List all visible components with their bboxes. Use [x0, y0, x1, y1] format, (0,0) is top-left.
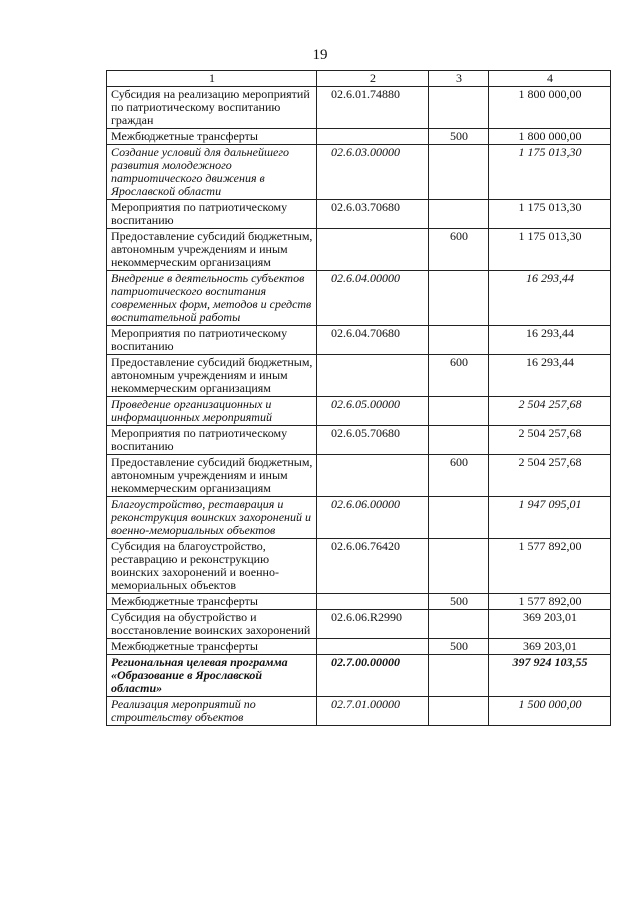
row-code	[317, 229, 429, 271]
row-code: 02.6.05.70680	[317, 426, 429, 455]
table-row	[107, 145, 611, 200]
row-amount: 1 577 892,00	[489, 594, 611, 610]
header-col-4: 4	[489, 71, 611, 87]
row-name: Субсидия на благоустройство, реставрацию и реконструкцию воинских захоронений и военно-мемориальных объектов	[107, 539, 317, 594]
row-code: 02.7.01.00000	[317, 697, 429, 726]
row-amount: 16 293,44	[489, 271, 611, 326]
row-name: Субсидия на обустройство и восстановление воинских захоронений	[107, 610, 317, 639]
header-col-3: 3	[429, 71, 489, 87]
row-amount: 1 500 000,00	[489, 697, 611, 726]
row-amount: 1 175 013,30	[489, 200, 611, 229]
table-row	[107, 426, 611, 455]
row-code: 02.6.06.00000	[317, 497, 429, 539]
row-amount: 397 924 103,55	[489, 655, 611, 697]
table-row	[107, 397, 611, 426]
table-row	[107, 610, 611, 639]
page-number: 19	[312, 47, 328, 63]
row-name: Предоставление субсидий бюджетным, автономным учреждениям и иным некоммерческим организациям	[107, 355, 317, 397]
row-name: Реализация мероприятий по строительству объектов	[107, 697, 317, 726]
header-col-1: 1	[107, 71, 317, 87]
table-row	[107, 200, 611, 229]
row-expense-type	[429, 87, 489, 129]
row-expense-type	[429, 271, 489, 326]
row-name: Межбюджетные трансферты	[107, 129, 317, 145]
table-row	[107, 539, 611, 594]
table-row	[107, 497, 611, 539]
row-code: 02.6.04.70680	[317, 326, 429, 355]
row-name: Межбюджетные трансферты	[107, 639, 317, 655]
row-expense-type	[429, 497, 489, 539]
row-expense-type: 500	[429, 594, 489, 610]
row-amount: 1 800 000,00	[489, 129, 611, 145]
table-row	[107, 697, 611, 726]
row-amount: 16 293,44	[489, 326, 611, 355]
row-expense-type	[429, 697, 489, 726]
row-code: 02.6.01.74880	[317, 87, 429, 129]
row-name: Проведение организационных и информационных мероприятий	[107, 397, 317, 426]
row-amount: 1 175 013,30	[489, 229, 611, 271]
row-name: Мероприятия по патриотическому воспитанию	[107, 200, 317, 229]
row-expense-type	[429, 200, 489, 229]
row-amount: 369 203,01	[489, 610, 611, 639]
row-code	[317, 455, 429, 497]
row-amount: 2 504 257,68	[489, 397, 611, 426]
table-row	[107, 271, 611, 326]
row-code	[317, 355, 429, 397]
row-expense-type: 600	[429, 455, 489, 497]
table-row	[107, 355, 611, 397]
table-row	[107, 87, 611, 129]
table-row	[107, 594, 611, 610]
row-expense-type: 500	[429, 639, 489, 655]
row-amount: 369 203,01	[489, 639, 611, 655]
row-name: Внедрение в деятельность субъектов патриотического воспитания современных форм, методов и средств воспитательной работы	[107, 271, 317, 326]
row-expense-type	[429, 145, 489, 200]
row-expense-type	[429, 397, 489, 426]
row-code	[317, 129, 429, 145]
row-code: 02.6.03.70680	[317, 200, 429, 229]
header-row	[107, 71, 611, 87]
budget-table	[106, 70, 611, 726]
row-expense-type	[429, 610, 489, 639]
row-name: Предоставление субсидий бюджетным, автономным учреждениям и иным некоммерческим организациям	[107, 455, 317, 497]
row-name: Межбюджетные трансферты	[107, 594, 317, 610]
row-amount: 16 293,44	[489, 355, 611, 397]
row-expense-type	[429, 426, 489, 455]
row-expense-type	[429, 655, 489, 697]
row-code	[317, 639, 429, 655]
row-name: Мероприятия по патриотическому воспитанию	[107, 326, 317, 355]
row-name: Благоустройство, реставрация и реконструкция воинских захоронений и военно-мемориальных объектов	[107, 497, 317, 539]
row-name: Создание условий для дальнейшего развития молодежного патриотического движения в Ярославской области	[107, 145, 317, 200]
row-expense-type: 500	[429, 129, 489, 145]
row-code: 02.6.05.00000	[317, 397, 429, 426]
row-amount: 1 947 095,01	[489, 497, 611, 539]
table-row	[107, 455, 611, 497]
row-name: Мероприятия по патриотическому воспитанию	[107, 426, 317, 455]
table-row	[107, 639, 611, 655]
row-amount: 1 577 892,00	[489, 539, 611, 594]
table-row	[107, 129, 611, 145]
table-row	[107, 229, 611, 271]
row-name: Предоставление субсидий бюджетным, автономным учреждениям и иным некоммерческим организациям	[107, 229, 317, 271]
table-row	[107, 655, 611, 697]
row-name: Субсидия на реализацию мероприятий по патриотическому воспитанию граждан	[107, 87, 317, 129]
row-code: 02.7.00.00000	[317, 655, 429, 697]
row-expense-type	[429, 326, 489, 355]
header-col-2: 2	[317, 71, 429, 87]
row-name: Региональная целевая программа «Образование в Ярославской области»	[107, 655, 317, 697]
table-row	[107, 326, 611, 355]
row-code: 02.6.03.00000	[317, 145, 429, 200]
row-amount: 1 800 000,00	[489, 87, 611, 129]
row-amount: 1 175 013,30	[489, 145, 611, 200]
row-code	[317, 594, 429, 610]
row-code: 02.6.06.R2990	[317, 610, 429, 639]
row-expense-type: 600	[429, 229, 489, 271]
row-expense-type: 600	[429, 355, 489, 397]
row-amount: 2 504 257,68	[489, 426, 611, 455]
row-expense-type	[429, 539, 489, 594]
row-amount: 2 504 257,68	[489, 455, 611, 497]
row-code: 02.6.06.76420	[317, 539, 429, 594]
row-code: 02.6.04.00000	[317, 271, 429, 326]
